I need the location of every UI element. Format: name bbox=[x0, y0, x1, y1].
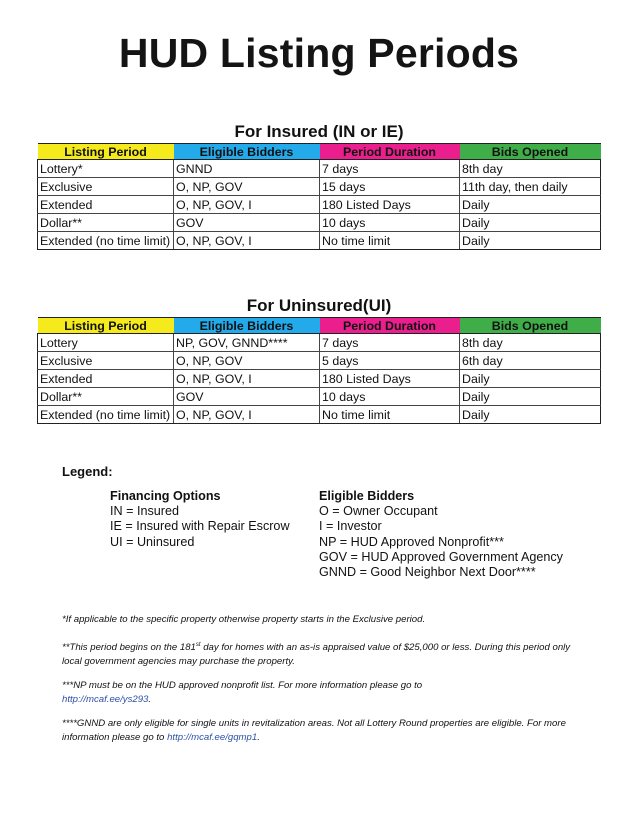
table-cell: Lottery* bbox=[38, 160, 174, 178]
table-row bbox=[38, 178, 601, 196]
table-row bbox=[38, 334, 601, 352]
table-cell: 10 days bbox=[320, 388, 460, 406]
table-cell: 11th day, then daily bbox=[460, 178, 601, 196]
uninsured-table bbox=[37, 317, 601, 424]
table-row bbox=[38, 388, 601, 406]
table-cell: O, NP, GOV bbox=[174, 352, 320, 370]
table-cell: Dollar** bbox=[38, 214, 174, 232]
table-cell: Exclusive bbox=[38, 352, 174, 370]
footnote-dollar bbox=[62, 639, 572, 668]
table-cell: Exclusive bbox=[38, 178, 174, 196]
table-cell: Daily bbox=[460, 232, 601, 250]
eligible-bidders-legend bbox=[319, 489, 563, 580]
table-cell: No time limit bbox=[320, 232, 460, 250]
table-row bbox=[38, 352, 601, 370]
table-cell: 8th day bbox=[460, 160, 601, 178]
table-cell: 7 days bbox=[320, 334, 460, 352]
table-cell: Daily bbox=[460, 196, 601, 214]
table-cell: Daily bbox=[460, 388, 601, 406]
table-row bbox=[38, 406, 601, 424]
table-cell: GNND bbox=[174, 160, 320, 178]
footnote-text: ***NP must be on the HUD approved nonprofit list. For more information please go to bbox=[62, 680, 423, 691]
footnote-text: day for homes with an as-is appraised value of $25,000 or less. During this period only local government agencies may purchase the property. bbox=[62, 642, 571, 667]
uninsured-section-title: For Uninsured(UI) bbox=[246, 296, 392, 315]
table-cell: O, NP, GOV, I bbox=[174, 232, 320, 250]
header-listing-period: Listing Period bbox=[38, 144, 174, 160]
table-cell: Extended (no time limit) bbox=[38, 406, 174, 424]
legend-item: GOV = HUD Approved Government Agency bbox=[319, 549, 563, 564]
financing-options-legend bbox=[110, 489, 290, 550]
table-row bbox=[38, 232, 601, 250]
table-cell: 6th day bbox=[460, 352, 601, 370]
table-cell: Lottery bbox=[38, 334, 174, 352]
header-period-duration: Period Duration bbox=[320, 144, 460, 160]
header-listing-period: Listing Period bbox=[38, 318, 174, 334]
table-cell: GOV bbox=[174, 214, 320, 232]
footnote-text: **This period begins on the 181 bbox=[62, 642, 196, 653]
footnote-nonprofit bbox=[62, 679, 442, 706]
insured-header-row bbox=[38, 144, 601, 160]
header-eligible-bidders: Eligible Bidders bbox=[174, 318, 320, 334]
legend-item: UI = Uninsured bbox=[110, 534, 195, 549]
legend-item: I = Investor bbox=[319, 519, 382, 534]
table-cell: NP, GOV, GNND**** bbox=[174, 334, 320, 352]
table-cell: O, NP, GOV bbox=[174, 178, 320, 196]
eligible-bidders-heading: Eligible Bidders bbox=[319, 489, 415, 503]
legend-title: Legend: bbox=[62, 464, 113, 479]
insured-section-title: For Insured (IN or IE) bbox=[234, 122, 404, 141]
table-cell: Extended bbox=[38, 196, 174, 214]
table-row bbox=[38, 196, 601, 214]
table-cell: 180 Listed Days bbox=[320, 370, 460, 388]
table-cell: O, NP, GOV, I bbox=[174, 196, 320, 214]
table-cell: Daily bbox=[460, 406, 601, 424]
uninsured-header-row bbox=[38, 318, 601, 334]
table-cell: Dollar** bbox=[38, 388, 174, 406]
table-cell: No time limit bbox=[320, 406, 460, 424]
table-cell: 180 Listed Days bbox=[320, 196, 460, 214]
nonprofit-list-link[interactable]: http://mcaf.ee/ys293 bbox=[62, 693, 149, 705]
legend-item: IN = Insured bbox=[110, 504, 179, 519]
table-cell: O, NP, GOV, I bbox=[174, 406, 320, 424]
table-cell: O, NP, GOV, I bbox=[174, 370, 320, 388]
table-cell: Extended (no time limit) bbox=[38, 232, 174, 250]
table-cell: 7 days bbox=[320, 160, 460, 178]
table-cell: 10 days bbox=[320, 214, 460, 232]
legend-item: NP = HUD Approved Nonprofit*** bbox=[319, 534, 504, 549]
gnnd-info-link[interactable]: http://mcaf.ee/gqmp1 bbox=[167, 731, 258, 743]
header-bids-opened: Bids Opened bbox=[460, 318, 601, 334]
footnote-gnnd bbox=[62, 717, 572, 744]
table-cell: 8th day bbox=[460, 334, 601, 352]
legend-item: GNND = Good Neighbor Next Door**** bbox=[319, 565, 536, 580]
footnote-lottery: *If applicable to the specific property otherwise property starts in the Exclusive period. bbox=[62, 614, 426, 625]
footnote-text: . bbox=[148, 693, 152, 705]
footnote-superscript: st bbox=[195, 642, 201, 648]
insured-table bbox=[37, 143, 601, 250]
footnote-text: ****GNND are only eligible for single units in revitalization areas. Not all Lottery Round properties are eligible. For more information please go to bbox=[62, 718, 566, 743]
table-row bbox=[38, 370, 601, 388]
header-bids-opened: Bids Opened bbox=[460, 144, 601, 160]
page-title: HUD Listing Periods bbox=[118, 30, 520, 76]
footnote-text: . bbox=[257, 731, 260, 743]
table-cell: 15 days bbox=[320, 178, 460, 196]
table-cell: GOV bbox=[174, 388, 320, 406]
legend-item: O = Owner Occupant bbox=[319, 504, 438, 519]
table-cell: Extended bbox=[38, 370, 174, 388]
financing-options-heading: Financing Options bbox=[110, 489, 221, 503]
table-row bbox=[38, 214, 601, 232]
header-period-duration: Period Duration bbox=[320, 318, 460, 334]
header-eligible-bidders: Eligible Bidders bbox=[174, 144, 320, 160]
legend-item: IE = Insured with Repair Escrow bbox=[110, 519, 290, 534]
table-row bbox=[38, 160, 601, 178]
table-cell: 5 days bbox=[320, 352, 460, 370]
table-cell: Daily bbox=[460, 214, 601, 232]
table-cell: Daily bbox=[460, 370, 601, 388]
